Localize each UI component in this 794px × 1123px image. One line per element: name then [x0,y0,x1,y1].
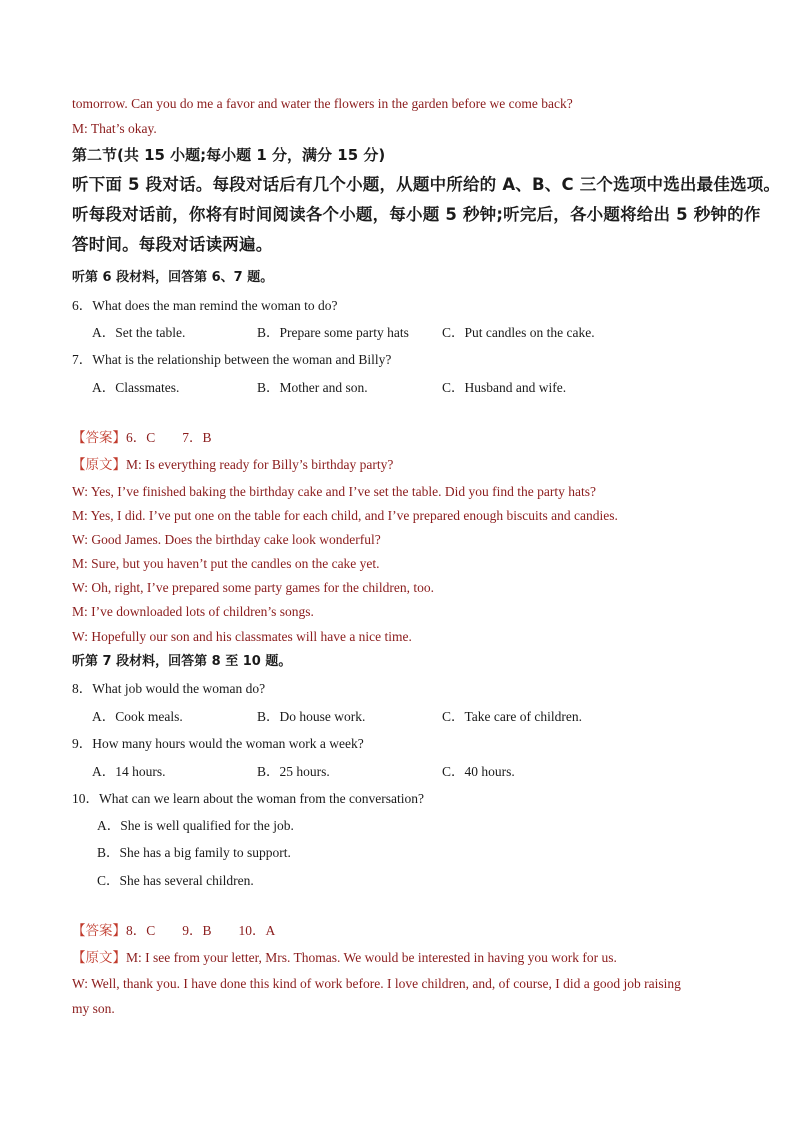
dialogue-line: my son. [72,1001,115,1016]
dialogue-line: M: Is everything ready for Billy’s birthday party? [126,457,394,472]
dialogue-line: M: I see from your letter, Mrs. Thomas. We would be interested in having you work for us. [126,950,617,965]
dialogue-line: M: Sure, but you haven’t put the candles on the cake yet. [72,556,380,571]
answer-line [72,922,275,940]
instruction-line: 答时间。每段对话读两遍。 [72,235,273,254]
option-a: A．Set the table. [92,325,186,340]
option-b: B．She has a big family to support. [97,845,291,860]
option-b: B．Do house work. [257,709,366,724]
option-c: C．Take care of children. [442,709,582,724]
script-line [72,456,393,474]
dialogue-line: W: Yes, I’ve finished baking the birthday cake and I’ve set the table. Did you find the party hats? [72,484,596,499]
question-stem: 6．What does the man remind the woman to do? [72,298,338,313]
option-a: A．14 hours. [92,764,166,779]
dialogue-line: W: Hopefully our son and his classmates will have a nice time. [72,629,412,644]
answer-tag: 【答案】 [72,430,126,445]
option-a: A．Cook meals. [92,709,183,724]
option-b: B．Prepare some party hats [257,325,409,340]
instruction-line: 听下面 5 段对话。每段对话后有几个小题，从题中所给的 A、B、C 三个选项中选出最佳选项。 [72,175,781,194]
option-b: B．Mother and son. [257,380,368,395]
section-title: 第二节(共 15 小题;每小题 1 分，满分 15 分) [72,146,386,164]
dialogue-line: M: That’s okay. [72,121,157,136]
question-stem: 9．How many hours would the woman work a week? [72,736,364,751]
dialogue-line: W: Well, thank you. I have done this kind of work before. I love children, and, of course, I did a good job raising [72,976,681,991]
question-stem: 10．What can we learn about the woman from the conversation? [72,791,424,806]
script-tag: 【原文】 [72,457,126,472]
question-stem: 7．What is the relationship between the woman and Billy? [72,352,392,367]
answer-text: 8．C 9．B 10．A [126,923,276,938]
option-b: B．25 hours. [257,764,330,779]
option-c: C．Husband and wife. [442,380,567,395]
answer-line [72,429,212,447]
passage-heading: 听第 7 段材料，回答第 8 至 10 题。 [72,654,292,669]
question-stem: 8．What job would the woman do? [72,681,266,696]
passage-heading: 听第 6 段材料，回答第 6、7 题。 [72,270,274,285]
answer-tag: 【答案】 [72,923,126,938]
dialogue-line: M: I’ve downloaded lots of children’s songs. [72,604,314,619]
script-tag: 【原文】 [72,950,126,965]
option-a: A．Classmates. [92,380,180,395]
option-c: C．40 hours. [442,764,515,779]
script-line [72,949,617,967]
option-a: A．She is well qualified for the job. [97,818,294,833]
dialogue-line: tomorrow. Can you do me a favor and water the flowers in the garden before we come back? [72,96,573,111]
option-c: C．She has several children. [97,873,254,888]
dialogue-line: W: Oh, right, I’ve prepared some party games for the children, too. [72,580,435,595]
dialogue-line: W: Good James. Does the birthday cake look wonderful? [72,532,381,547]
answer-text: 6．C 7．B [126,430,212,445]
option-c: C．Put candles on the cake. [442,325,595,340]
dialogue-line: M: Yes, I did. I’ve put one on the table for each child, and I’ve prepared enough biscuits and candies. [72,508,618,523]
instruction-line: 听每段对话前，你将有时间阅读各个小题，每小题 5 秒钟;听完后，各小题将给出 5 秒钟的作 [72,205,761,224]
